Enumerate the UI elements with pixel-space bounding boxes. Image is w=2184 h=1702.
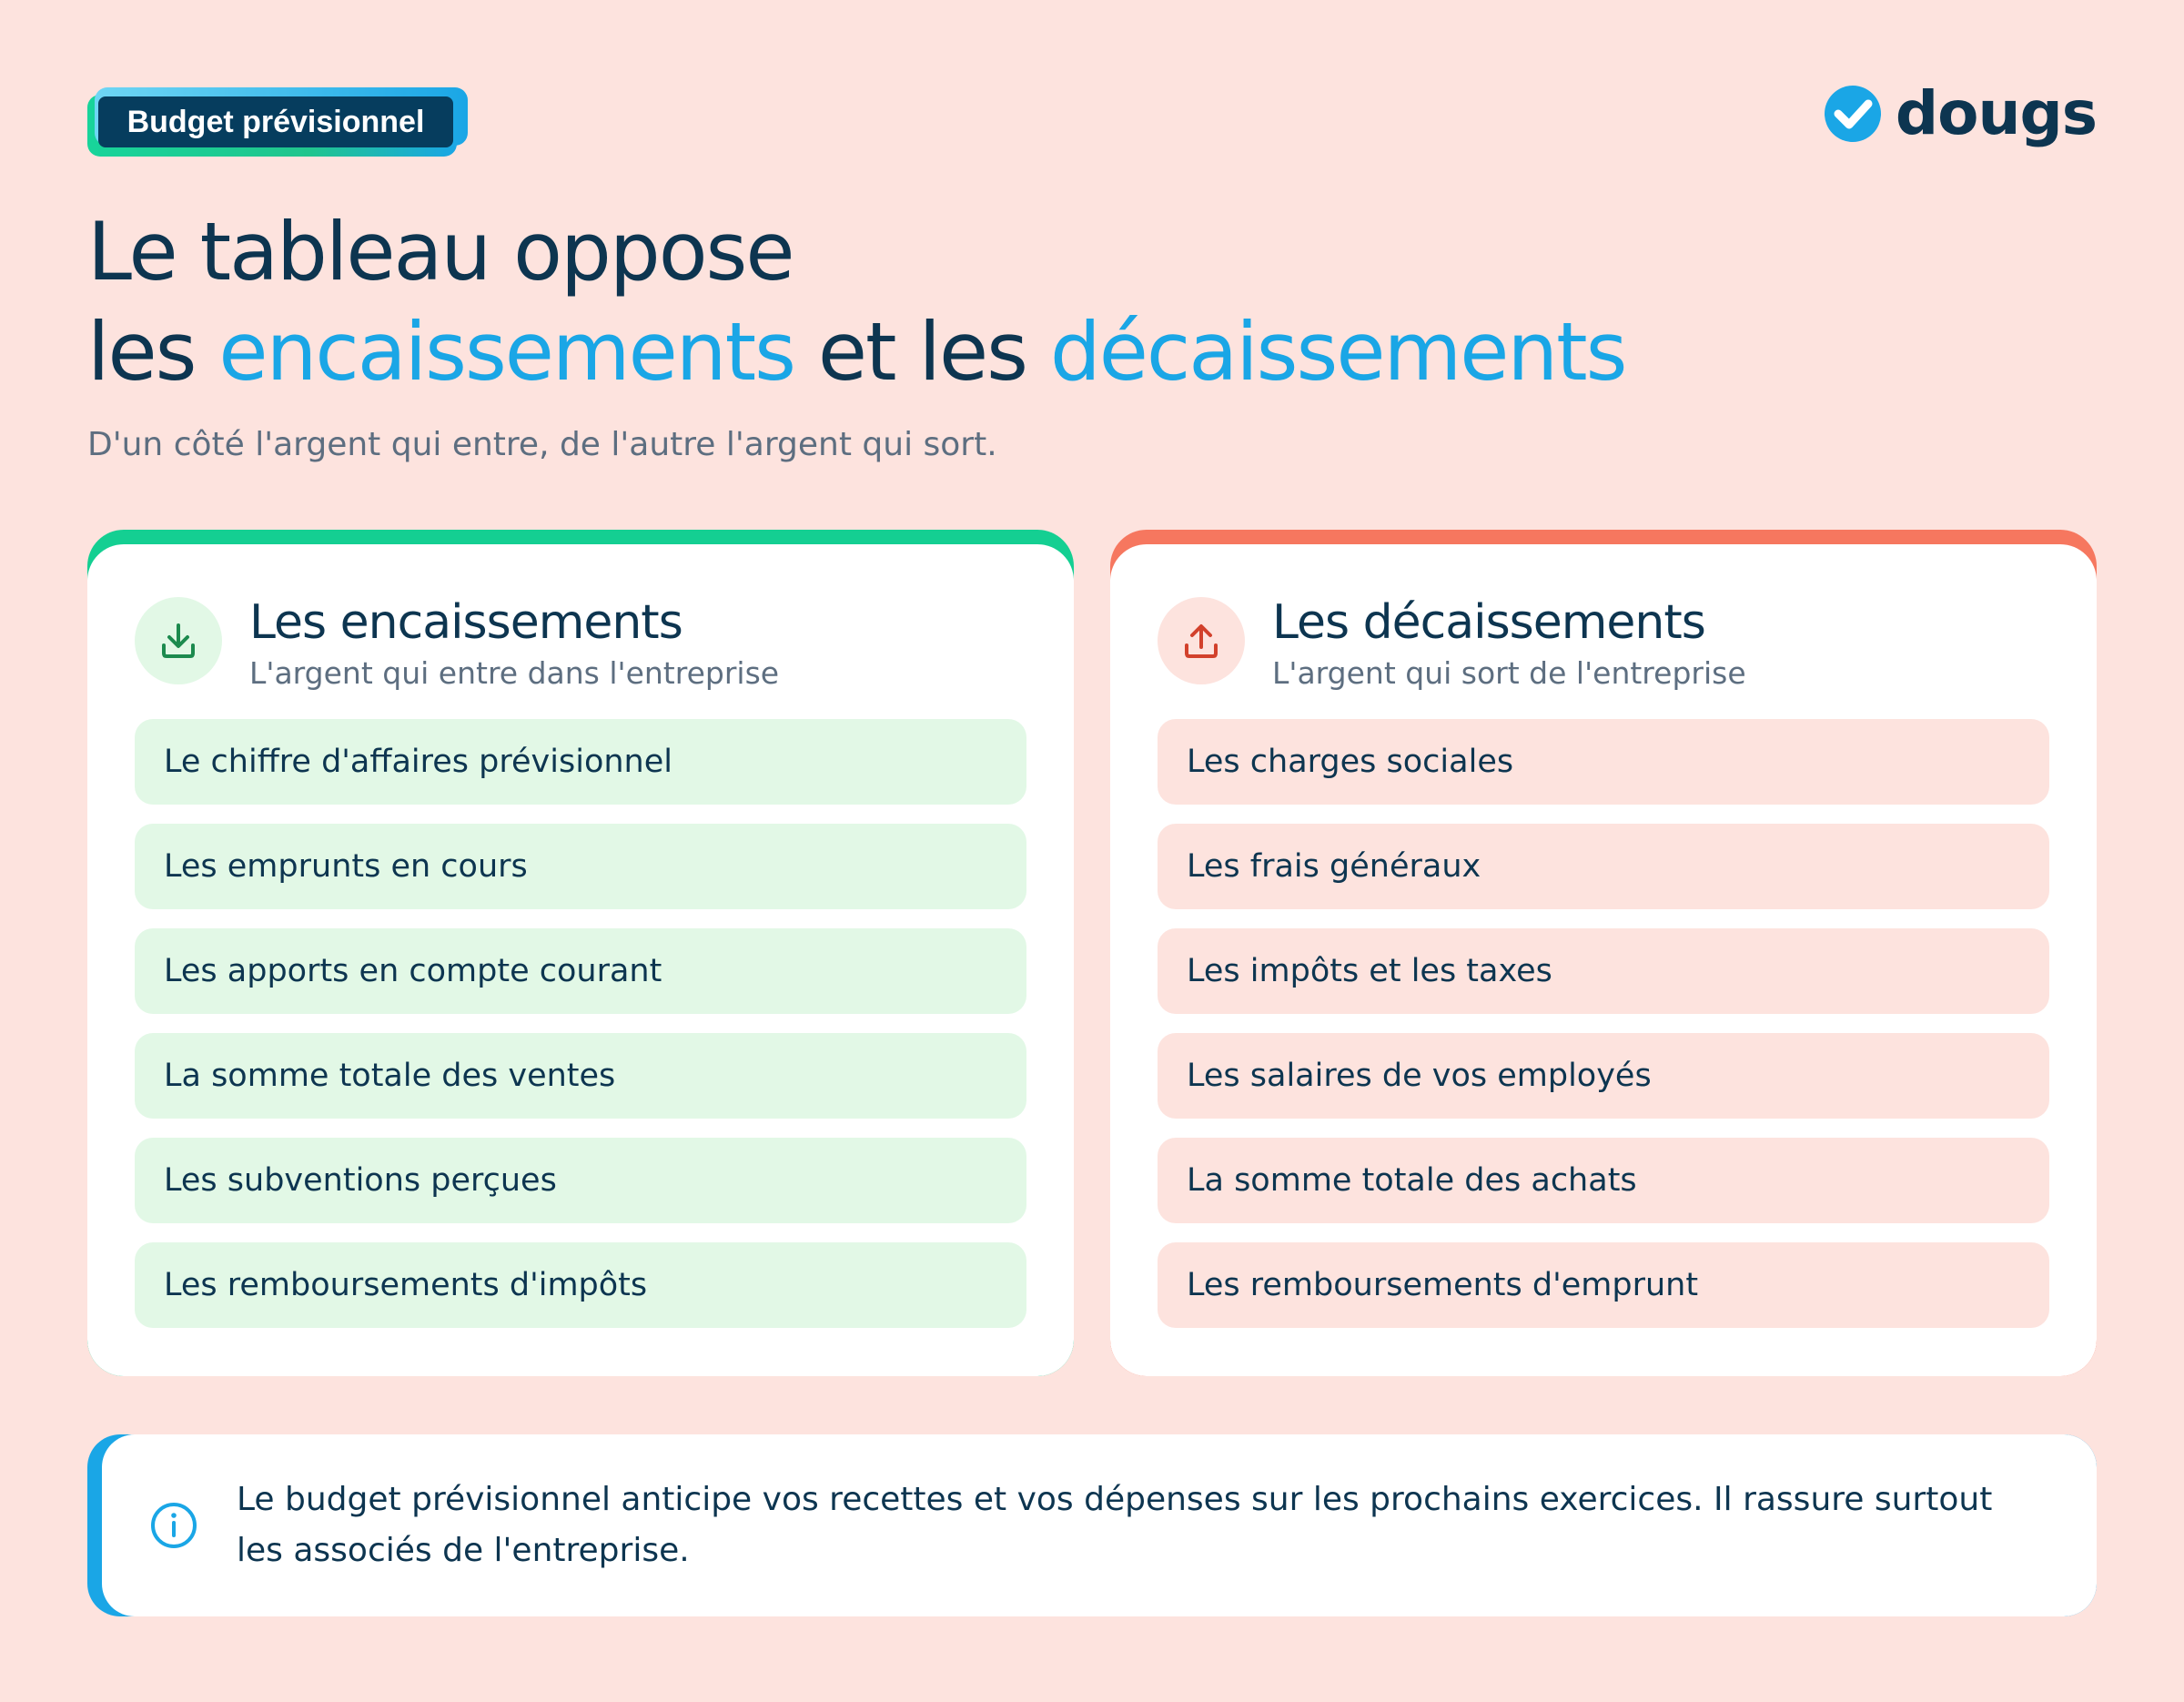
list-item: Les remboursements d'emprunt	[1158, 1242, 2049, 1328]
title-line2-part1: les	[87, 305, 219, 399]
encaissements-icon-circle	[135, 597, 222, 684]
encaissements-card	[87, 530, 1074, 1376]
list-item: Les subventions perçues	[135, 1138, 1026, 1223]
info-note-body	[102, 1434, 2097, 1616]
title-highlight-encaissements: encaissements	[218, 305, 794, 399]
encaissements-title: Les encaissements	[249, 595, 682, 650]
badge	[87, 87, 468, 157]
decaissements-list	[1158, 719, 2049, 1347]
list-item: Les remboursements d'impôts	[135, 1242, 1026, 1328]
list-item: Le chiffre d'affaires prévisionnel	[135, 719, 1026, 805]
download-icon	[157, 620, 199, 662]
encaissements-subtitle: L'argent qui entre dans l'entreprise	[249, 655, 780, 691]
upload-icon	[1180, 620, 1222, 662]
info-note	[87, 1434, 2097, 1616]
logo-text: dougs	[1895, 78, 2097, 148]
decaissements-title: Les décaissements	[1272, 595, 1705, 650]
encaissements-list	[135, 719, 1026, 1347]
list-item: Les charges sociales	[1158, 719, 2049, 805]
list-item: Les frais généraux	[1158, 824, 2049, 909]
decaissements-card	[1110, 530, 2097, 1376]
encaissements-header	[135, 593, 779, 691]
list-item: La somme totale des ventes	[135, 1033, 1026, 1119]
decaissements-subtitle: L'argent qui sort de l'entreprise	[1272, 655, 1746, 691]
list-item: Les salaires de vos employés	[1158, 1033, 2049, 1119]
page-subtitle: D'un côté l'argent qui entre, de l'autre l'argent qui sort.	[87, 426, 997, 463]
page-title	[87, 202, 2089, 402]
dougs-logo	[1823, 78, 2097, 148]
list-item: Les impôts et les taxes	[1158, 928, 2049, 1014]
info-note-text: Le budget prévisionnel anticipe vos recettes et vos dépenses sur les prochains exercices. Il rassure surtout les associés de l'entreprise.	[237, 1481, 1993, 1569]
check-icon	[1823, 84, 1883, 144]
list-item: La somme totale des achats	[1158, 1138, 2049, 1223]
encaissements-card-body	[87, 544, 1074, 1376]
title-line1: Le tableau oppose	[87, 205, 794, 299]
list-item: Les emprunts en cours	[135, 824, 1026, 909]
info-icon	[149, 1501, 198, 1550]
title-line2-part2: et les	[794, 305, 1050, 399]
decaissements-icon-circle	[1158, 597, 1245, 684]
list-item: Les apports en compte courant	[135, 928, 1026, 1014]
decaissements-header	[1158, 593, 1746, 691]
badge-label: Budget prévisionnel	[98, 96, 453, 147]
title-highlight-decaissements: décaissements	[1049, 305, 1626, 399]
decaissements-card-body	[1110, 544, 2097, 1376]
